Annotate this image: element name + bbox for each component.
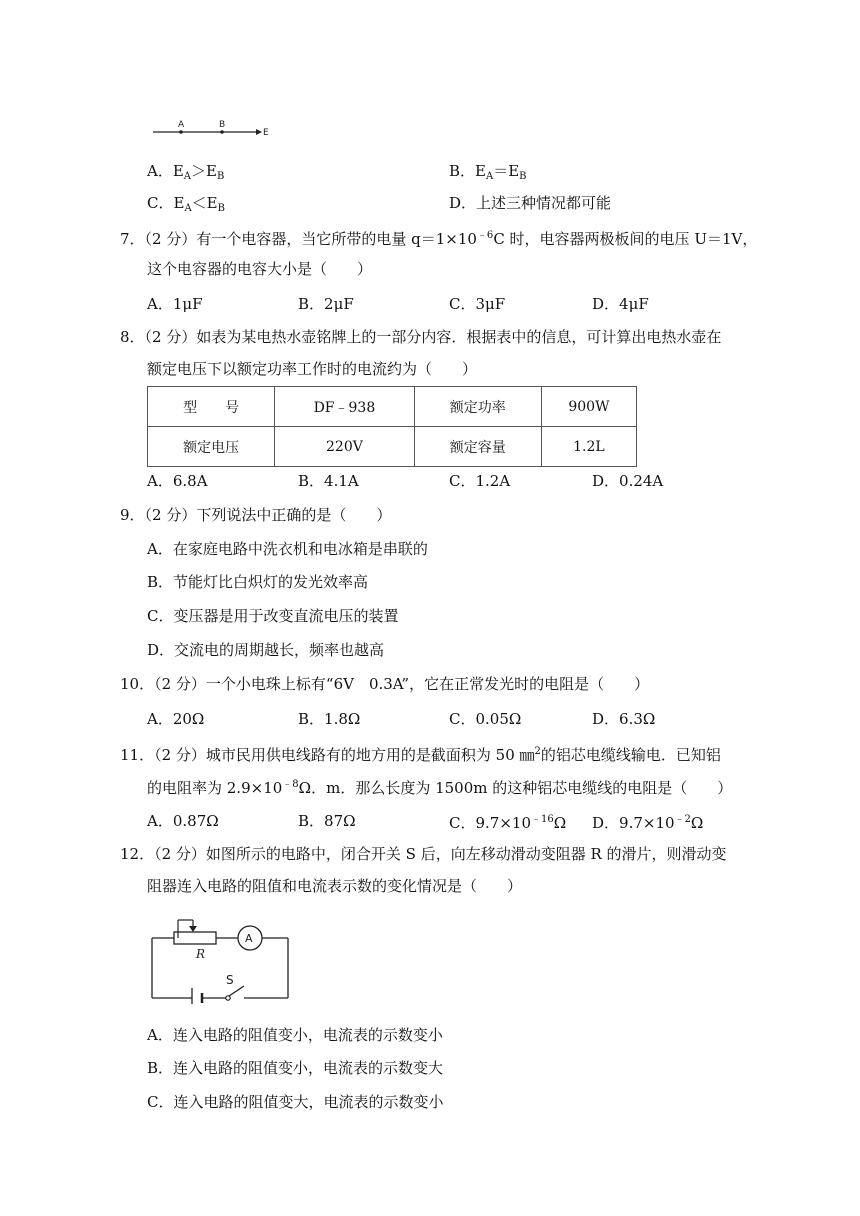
table-row [148,427,637,467]
q8-stem-line2: 额定电压下以额定功率工作时的电流约为（ ） [147,360,478,378]
switch-blade [229,986,244,996]
q6-option-b: B．$E_A=E_B$ [449,162,527,182]
q8-option-b: B．4.1A [298,472,359,490]
table-cell: DF﹣938 [275,387,414,427]
q11-stem-line2: 的电阻率为 $2.9\times 10^{﹣8}\Omega$．m．那么长度为 1500m 的这种铝芯电缆线的电阻是（ ） [147,779,733,797]
resistor [174,932,216,944]
field-e-label: E [263,128,269,138]
resistor-label: R [196,947,206,961]
q9-option-d: D．交流电的周期越长，频率也越高 [147,641,385,659]
q12-option-c: C．连入电路的阻值变大，电流表的示数变小 [147,1093,444,1111]
q11-option-c: C．$9.7\times 10^{﹣16}\Omega$ [449,814,567,832]
q8-option-c: C．1.2A [449,472,511,490]
q12-option-a: A．连入电路的阻值变小，电流表的示数变小 [147,1026,443,1044]
q7-option-a: A．1μF [147,295,203,313]
table-cell: 额定容量 [414,427,541,467]
point-b-dot [220,130,224,134]
table-cell: 900W [541,387,636,427]
q7-stem-line1: 7．（2 分）有一个电容器，当它所带的电量 $q=1\times 10^{﹣6}C$ 时，电容器两极板间的电压 U＝1V， [120,230,758,248]
q10-option-a: A．20Ω [147,710,205,728]
q12-stem-line1: 12．（2 分）如图所示的电路中，闭合开关 S 后，向左移动滑动变阻器 R 的滑片，则滑动变 [120,845,727,863]
q7-option-b: B．2μF [298,295,354,313]
table-cell: 1.2L [541,427,636,467]
point-b-label: B [219,120,226,130]
table-cell: 额定电压 [148,427,275,467]
table-cell: 220V [275,427,414,467]
q10-stem: 10．（2 分）一个小电珠上标有“6V 0.3A”，它在正常发光时的电阻是（ ） [120,675,650,693]
table-cell: 型 号 [148,387,275,427]
point-a-label: A [178,120,185,130]
circuit-diagram [148,912,298,1004]
nameplate-table [147,386,637,467]
electric-field-diagram [148,115,278,145]
q11-stem-line1: 11．（2 分）城市民用供电线路有的地方用的是截面积为 50 ㎜$^2$的铝芯电缆线输电．已知铝 [120,746,721,764]
q8-option-d: D．0.24A [592,472,664,490]
point-a-dot [179,130,183,134]
q12-stem-line2: 阻器连入电路的阻值和电流表示数的变化情况是（ ） [147,877,523,895]
field-arrowhead [256,129,262,135]
switch-label: S [226,973,234,987]
q6-option-d: D．上述三种情况都可能 [449,194,612,212]
q11-option-d: D．$9.7\times 10^{﹣2}\Omega$ [592,814,704,832]
table-cell: 额定功率 [414,387,541,427]
q9-option-c: C．变压器是用于改变直流电压的装置 [147,607,399,625]
q11-option-a: A．0.87Ω [147,812,219,830]
q6-option-c: C．$E_A<E_B$ [147,194,225,214]
table-row [148,387,637,427]
q7-stem-line2: 这个电容器的电容大小是（ ） [147,260,373,278]
q8-stem-line1: 8．（2 分）如表为某电热水壶铭牌上的一部分内容．根据表中的信息，可计算出电热水壶在 [120,328,722,346]
switch-pivot [226,996,230,1000]
slider-arrow-icon [189,926,197,932]
q7-option-d: D．4μF [592,295,649,313]
q10-option-b: B．1.8Ω [298,710,361,728]
q8-option-a: A．6.8A [147,472,208,490]
q9-stem: 9．（2 分）下列说法中正确的是（ ） [120,506,392,524]
q7-option-c: C．3μF [449,295,506,313]
ammeter-label: A [245,932,253,945]
q9-option-a: A．在家庭电路中洗衣机和电冰箱是串联的 [147,540,428,558]
q9-option-b: B．节能灯比白炽灯的发光效率高 [147,573,369,591]
q12-option-b: B．连入电路的阻值变小，电流表的示数变大 [147,1059,444,1077]
q6-option-a: A．$E_A>E_B$ [147,162,225,182]
q10-option-d: D．6.3Ω [592,710,656,728]
q10-option-c: C．0.05Ω [449,710,522,728]
q11-option-b: B．87Ω [298,812,356,830]
